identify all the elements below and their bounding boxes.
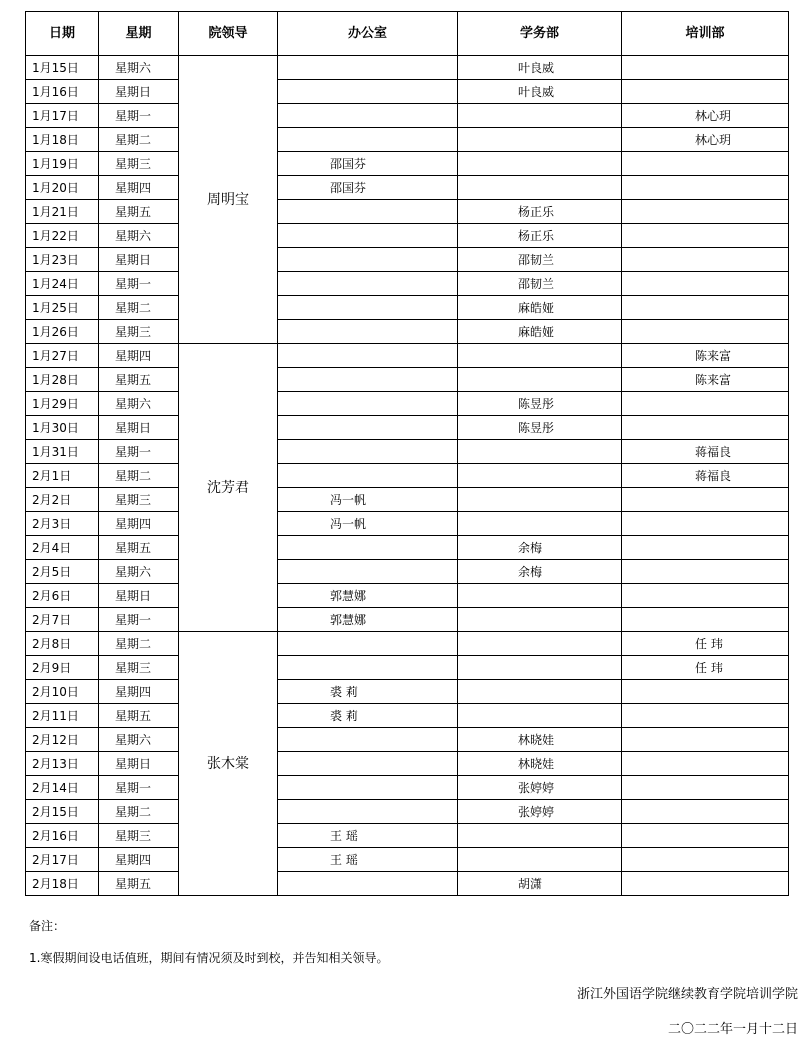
cell-training xyxy=(622,80,789,104)
cell-weekday: 星期一 xyxy=(99,272,179,296)
cell-weekday: 星期六 xyxy=(99,560,179,584)
cell-weekday: 星期五 xyxy=(99,368,179,392)
cell-academic xyxy=(458,608,622,632)
cell-date: 1月25日 xyxy=(26,296,99,320)
cell-date: 1月21日 xyxy=(26,200,99,224)
cell-weekday: 星期三 xyxy=(99,656,179,680)
cell-office: 冯一帆 xyxy=(278,512,458,536)
cell-academic: 陈昱彤 xyxy=(458,392,622,416)
cell-academic xyxy=(458,104,622,128)
cell-office xyxy=(278,776,458,800)
cell-date: 1月29日 xyxy=(26,392,99,416)
cell-office xyxy=(278,368,458,392)
header-date: 日期 xyxy=(26,12,99,56)
cell-academic xyxy=(458,824,622,848)
header-weekday: 星期 xyxy=(99,12,179,56)
cell-weekday: 星期六 xyxy=(99,392,179,416)
cell-academic xyxy=(458,848,622,872)
cell-academic: 叶良威 xyxy=(458,80,622,104)
cell-training xyxy=(622,488,789,512)
cell-office xyxy=(278,464,458,488)
cell-training: 蒋福良 xyxy=(622,464,789,488)
cell-weekday: 星期四 xyxy=(99,512,179,536)
cell-office xyxy=(278,248,458,272)
header-office: 办公室 xyxy=(278,12,458,56)
cell-office xyxy=(278,632,458,656)
cell-date: 1月16日 xyxy=(26,80,99,104)
cell-weekday: 星期日 xyxy=(99,752,179,776)
cell-office xyxy=(278,80,458,104)
cell-academic: 杨正乐 xyxy=(458,200,622,224)
table-row xyxy=(26,800,789,824)
header-training: 培训部 xyxy=(622,12,789,56)
cell-office xyxy=(278,296,458,320)
cell-training xyxy=(622,392,789,416)
header-academic: 学务部 xyxy=(458,12,622,56)
cell-office xyxy=(278,392,458,416)
cell-weekday: 星期六 xyxy=(99,56,179,80)
cell-training xyxy=(622,800,789,824)
cell-training xyxy=(622,560,789,584)
cell-academic xyxy=(458,704,622,728)
cell-training xyxy=(622,296,789,320)
cell-academic: 林晓娃 xyxy=(458,752,622,776)
cell-date: 2月16日 xyxy=(26,824,99,848)
table-row xyxy=(26,608,789,632)
duty-schedule-table xyxy=(25,11,789,896)
table-row xyxy=(26,776,789,800)
cell-weekday: 星期二 xyxy=(99,296,179,320)
table-row xyxy=(26,272,789,296)
cell-weekday: 星期一 xyxy=(99,608,179,632)
cell-office xyxy=(278,656,458,680)
cell-training xyxy=(622,728,789,752)
cell-date: 1月28日 xyxy=(26,368,99,392)
cell-training xyxy=(622,536,789,560)
cell-office xyxy=(278,128,458,152)
cell-weekday: 星期二 xyxy=(99,464,179,488)
cell-academic: 张婷婷 xyxy=(458,800,622,824)
cell-office xyxy=(278,272,458,296)
cell-date: 2月11日 xyxy=(26,704,99,728)
cell-academic xyxy=(458,632,622,656)
table-row xyxy=(26,584,789,608)
cell-office xyxy=(278,752,458,776)
cell-date: 2月2日 xyxy=(26,488,99,512)
cell-date: 2月1日 xyxy=(26,464,99,488)
cell-training: 林心玥 xyxy=(622,104,789,128)
table-row xyxy=(26,488,789,512)
cell-academic: 叶良威 xyxy=(458,56,622,80)
cell-training xyxy=(622,176,789,200)
cell-academic xyxy=(458,440,622,464)
cell-office: 邵国芬 xyxy=(278,152,458,176)
table-row xyxy=(26,656,789,680)
cell-date: 2月3日 xyxy=(26,512,99,536)
cell-weekday: 星期五 xyxy=(99,704,179,728)
table-row xyxy=(26,248,789,272)
table-row xyxy=(26,296,789,320)
cell-weekday: 星期二 xyxy=(99,128,179,152)
table-row xyxy=(26,80,789,104)
cell-weekday: 星期五 xyxy=(99,536,179,560)
cell-academic: 邵韧兰 xyxy=(458,248,622,272)
signature-date: 二〇二二年一月十二日 xyxy=(667,1022,798,1037)
header-leader: 院领导 xyxy=(179,12,278,56)
table-row xyxy=(26,200,789,224)
cell-leader: 周明宝 xyxy=(179,56,278,344)
cell-academic xyxy=(458,128,622,152)
table-row xyxy=(26,464,789,488)
cell-training: 蒋福良 xyxy=(622,440,789,464)
cell-date: 2月17日 xyxy=(26,848,99,872)
cell-date: 2月4日 xyxy=(26,536,99,560)
table-row xyxy=(26,680,789,704)
table-row xyxy=(26,824,789,848)
cell-training xyxy=(622,848,789,872)
cell-training: 任 玮 xyxy=(622,632,789,656)
cell-training xyxy=(622,416,789,440)
cell-weekday: 星期二 xyxy=(99,800,179,824)
cell-weekday: 星期二 xyxy=(99,632,179,656)
signature-organization: 浙江外国语学院继续教育学院培训学院 xyxy=(576,987,798,1002)
cell-office: 王 瑶 xyxy=(278,848,458,872)
cell-training: 任 玮 xyxy=(622,656,789,680)
cell-office xyxy=(278,728,458,752)
cell-date: 2月6日 xyxy=(26,584,99,608)
cell-weekday: 星期四 xyxy=(99,848,179,872)
cell-academic xyxy=(458,176,622,200)
cell-training xyxy=(622,200,789,224)
cell-weekday: 星期一 xyxy=(99,776,179,800)
cell-weekday: 星期六 xyxy=(99,728,179,752)
cell-training xyxy=(622,872,789,896)
cell-date: 1月18日 xyxy=(26,128,99,152)
cell-date: 1月26日 xyxy=(26,320,99,344)
table-row xyxy=(26,320,789,344)
cell-weekday: 星期日 xyxy=(99,80,179,104)
table-row xyxy=(26,344,789,368)
cell-office xyxy=(278,560,458,584)
cell-training xyxy=(622,776,789,800)
cell-office xyxy=(278,800,458,824)
table-row xyxy=(26,368,789,392)
cell-training xyxy=(622,224,789,248)
table-row xyxy=(26,128,789,152)
table-row xyxy=(26,536,789,560)
table-row xyxy=(26,176,789,200)
cell-date: 1月15日 xyxy=(26,56,99,80)
cell-date: 1月24日 xyxy=(26,272,99,296)
cell-weekday: 星期五 xyxy=(99,872,179,896)
cell-date: 2月18日 xyxy=(26,872,99,896)
cell-office: 裘 莉 xyxy=(278,680,458,704)
cell-academic: 麻皓娅 xyxy=(458,296,622,320)
cell-weekday: 星期一 xyxy=(99,104,179,128)
cell-office xyxy=(278,56,458,80)
table-row xyxy=(26,440,789,464)
cell-academic: 胡潇 xyxy=(458,872,622,896)
cell-training xyxy=(622,248,789,272)
cell-academic: 麻皓娅 xyxy=(458,320,622,344)
cell-date: 1月19日 xyxy=(26,152,99,176)
table-header-row xyxy=(26,12,789,56)
table-row xyxy=(26,512,789,536)
cell-date: 2月13日 xyxy=(26,752,99,776)
cell-academic: 杨正乐 xyxy=(458,224,622,248)
cell-academic xyxy=(458,680,622,704)
cell-training xyxy=(622,704,789,728)
cell-weekday: 星期五 xyxy=(99,200,179,224)
cell-date: 2月14日 xyxy=(26,776,99,800)
cell-date: 1月17日 xyxy=(26,104,99,128)
table-row xyxy=(26,704,789,728)
cell-academic: 余梅 xyxy=(458,536,622,560)
cell-date: 2月8日 xyxy=(26,632,99,656)
cell-training xyxy=(622,56,789,80)
table-row xyxy=(26,752,789,776)
notes-label: 备注： xyxy=(29,919,66,933)
table-row xyxy=(26,632,789,656)
cell-academic: 邵韧兰 xyxy=(458,272,622,296)
cell-training: 林心玥 xyxy=(622,128,789,152)
cell-academic: 林晓娃 xyxy=(458,728,622,752)
cell-date: 1月30日 xyxy=(26,416,99,440)
cell-weekday: 星期三 xyxy=(99,152,179,176)
cell-office xyxy=(278,200,458,224)
table-row xyxy=(26,728,789,752)
cell-weekday: 星期日 xyxy=(99,416,179,440)
table-row xyxy=(26,224,789,248)
cell-leader: 沈芳君 xyxy=(179,344,278,632)
table-row xyxy=(26,104,789,128)
cell-office xyxy=(278,320,458,344)
table-row xyxy=(26,392,789,416)
cell-weekday: 星期日 xyxy=(99,248,179,272)
cell-weekday: 星期四 xyxy=(99,176,179,200)
cell-date: 2月5日 xyxy=(26,560,99,584)
cell-academic xyxy=(458,344,622,368)
cell-weekday: 星期四 xyxy=(99,680,179,704)
cell-date: 1月23日 xyxy=(26,248,99,272)
cell-academic xyxy=(458,584,622,608)
cell-office: 郭慧娜 xyxy=(278,608,458,632)
cell-office xyxy=(278,440,458,464)
cell-date: 1月22日 xyxy=(26,224,99,248)
cell-weekday: 星期日 xyxy=(99,584,179,608)
cell-training: 陈来富 xyxy=(622,368,789,392)
cell-date: 1月27日 xyxy=(26,344,99,368)
cell-leader: 张木棠 xyxy=(179,632,278,896)
cell-weekday: 星期三 xyxy=(99,488,179,512)
cell-academic xyxy=(458,488,622,512)
cell-date: 2月10日 xyxy=(26,680,99,704)
cell-training: 陈来富 xyxy=(622,344,789,368)
cell-date: 1月20日 xyxy=(26,176,99,200)
table-row xyxy=(26,56,789,80)
cell-training xyxy=(622,152,789,176)
cell-office: 郭慧娜 xyxy=(278,584,458,608)
cell-office: 邵国芬 xyxy=(278,176,458,200)
cell-weekday: 星期三 xyxy=(99,320,179,344)
cell-office xyxy=(278,344,458,368)
cell-training xyxy=(622,824,789,848)
cell-academic: 余梅 xyxy=(458,560,622,584)
cell-date: 2月9日 xyxy=(26,656,99,680)
cell-date: 1月31日 xyxy=(26,440,99,464)
cell-office xyxy=(278,416,458,440)
cell-training xyxy=(622,320,789,344)
cell-training xyxy=(622,512,789,536)
cell-academic xyxy=(458,152,622,176)
table-row xyxy=(26,416,789,440)
table-row xyxy=(26,848,789,872)
cell-academic xyxy=(458,368,622,392)
cell-training xyxy=(622,680,789,704)
cell-office: 王 瑶 xyxy=(278,824,458,848)
cell-office: 裘 莉 xyxy=(278,704,458,728)
cell-training xyxy=(622,608,789,632)
cell-academic xyxy=(458,512,622,536)
cell-training xyxy=(622,272,789,296)
cell-academic: 陈昱彤 xyxy=(458,416,622,440)
table-row xyxy=(26,152,789,176)
cell-weekday: 星期一 xyxy=(99,440,179,464)
cell-academic xyxy=(458,656,622,680)
cell-weekday: 星期三 xyxy=(99,824,179,848)
cell-training xyxy=(622,752,789,776)
cell-weekday: 星期四 xyxy=(99,344,179,368)
cell-office xyxy=(278,872,458,896)
cell-date: 2月12日 xyxy=(26,728,99,752)
cell-weekday: 星期六 xyxy=(99,224,179,248)
cell-academic: 张婷婷 xyxy=(458,776,622,800)
cell-training xyxy=(622,584,789,608)
cell-office xyxy=(278,104,458,128)
cell-date: 2月15日 xyxy=(26,800,99,824)
cell-date: 2月7日 xyxy=(26,608,99,632)
cell-academic xyxy=(458,464,622,488)
cell-office xyxy=(278,536,458,560)
note-item: 1.寒假期间设电话值班，期间有情况须及时到校，并告知相关领导。 xyxy=(29,951,389,965)
cell-office: 冯一帆 xyxy=(278,488,458,512)
table-row xyxy=(26,560,789,584)
cell-office xyxy=(278,224,458,248)
table-row xyxy=(26,872,789,896)
